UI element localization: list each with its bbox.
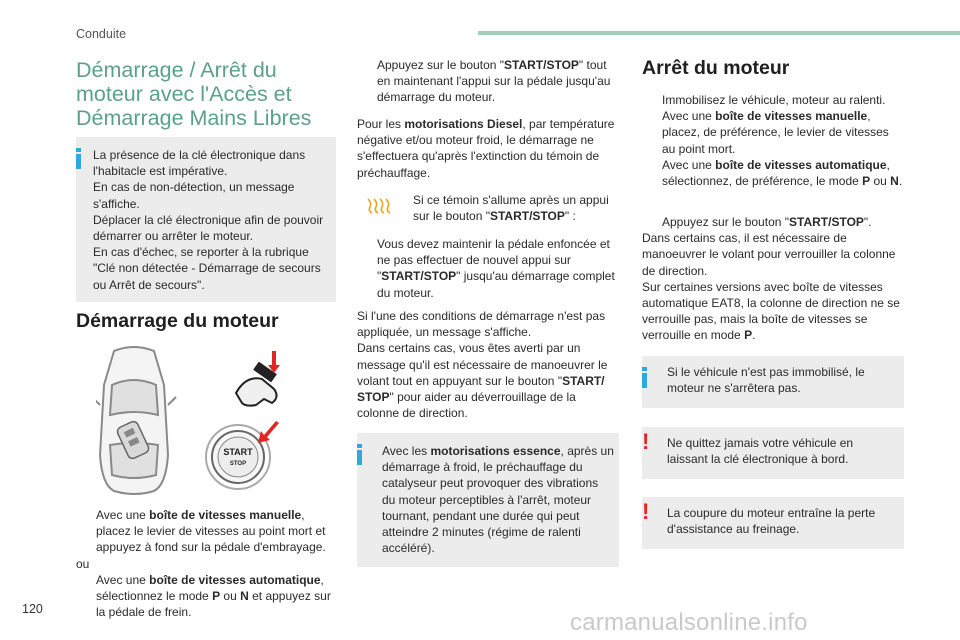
foot-on-pedal-icon [236, 351, 280, 406]
start-illustration [96, 345, 318, 495]
diesel-paragraph: Pour les motorisations Diesel, par température négative et/ou moteur froid, le démarrage ne s'effectuera qu'après l'extinction du témoin de préchauffage. [357, 117, 615, 180]
header-rule [478, 31, 960, 35]
info-box-not-immobilized: Si le véhicule n'est pas immobilisé, le moteur ne s'arrêtera pas. [642, 356, 904, 408]
info-line: Déplacer la clé électronique afin de pouvoir démarrer ou arrêter le moteur. [93, 212, 324, 244]
button-stop-text: STOP [229, 461, 247, 467]
info-line: En cas d'échec, se reporter à la rubrique "Clé non détectée - Démarrage de secours ou Arrêt de secours". [93, 245, 321, 292]
info-box-petrol: Avec les motorisations essence, après un démarrage à froid, le préchauffage du catalyseur peut provoquer des vibrations du moteur perceptibles à l'arrêt, moteur tournant, pendant une durée qui peut atteindre 2 minutes (régime de ralenti accéléré). [357, 433, 619, 567]
preheat-warning-lamp-icon [366, 197, 392, 215]
info-icon [76, 148, 82, 169]
info-line: En cas de non-détection, un message s'affiche. [93, 180, 295, 211]
lamp-text: Si ce témoin s'allume après un appui sur le bouton "START/STOP" : [413, 193, 609, 224]
info-icon [357, 444, 363, 465]
page-number: 120 [22, 602, 43, 616]
stop-press-paragraph: Appuyez sur le bouton "START/STOP". Dans certains cas, il est nécessaire de manoeuvrer le volant pour verrouiller la colonne de direction. Sur certaines versions avec boîte de vitesses automatique EAT8, la colonne de direction ne se verrouille pas, mais la boîte de vitesses se verrouille en mode P. [642, 215, 900, 343]
info-icon [642, 367, 648, 388]
start-failure-paragraph: Si l'une des conditions de démarrage n'est pas appliquée, un message s'affiche. Dans certains cas, vous êtes averti par un message qu'il est nécessaire de manoeuvrer le volant tout en appuyant sur le bouton "START/ STOP" pour aider au déverrouillage de la colonne de direction. [357, 309, 608, 421]
section-heading-stop: Arrêt du moteur [642, 57, 790, 79]
car-icon [96, 347, 176, 494]
button-start-text: START [223, 447, 253, 457]
step-manual-gearbox: Avec une boîte de vitesses manuelle, placez le levier de vitesses au point mort et appuyez à fond sur la pédale d'embrayage. [96, 508, 326, 555]
stop-step-automatic: Avec une boîte de vitesses automatique, sélectionnez, de préférence, le mode P ou N. [662, 157, 903, 189]
stop-step-manual: Avec une boîte de vitesses manuelle, placez, de préférence, le levier de vitesses au point mort. [662, 109, 889, 156]
hold-pedal-step: Vous devez maintenir la pédale enfoncée et ne pas effectuer de nouvel appui sur "START/STOP" jusqu'au démarrage complet du moteur. [377, 237, 615, 300]
page-title: Démarrage / Arrêt du moteur avec l'Accès et Démarrage Mains Libres [76, 58, 312, 130]
or-text: ou [76, 556, 90, 571]
watermark: carmanualsonline.info [570, 609, 808, 636]
col2-press-step: Appuyez sur le bouton "START/STOP" tout en maintenant l'appui sur la pédale jusqu'au démarrage du moteur. [377, 58, 611, 105]
warning-icon: ! [642, 499, 650, 524]
warning-box-key-on-board: ! Ne quittez jamais votre véhicule en laissant la clé électronique à bord. [642, 427, 904, 479]
step-automatic-gearbox: Avec une boîte de vitesses automatique, sélectionnez le mode P ou N et appuyez sur la pédale de frein. [96, 572, 331, 620]
info-box-key-presence [76, 137, 336, 302]
stop-steps [642, 92, 904, 189]
warning-box-brake-assist: ! La coupure du moteur entraîne la perte d'assistance au freinage. [642, 497, 904, 549]
warning-icon: ! [642, 429, 650, 454]
stop-step-idle: Immobilisez le véhicule, moteur au ralenti. [662, 93, 886, 107]
start-steps [76, 507, 338, 620]
start-stop-button-icon [206, 421, 279, 489]
section-label: Conduite [76, 27, 127, 41]
section-heading-start: Démarrage du moteur [76, 310, 279, 332]
info-line: La présence de la clé électronique dans l'habitacle est impérative. [93, 148, 306, 179]
